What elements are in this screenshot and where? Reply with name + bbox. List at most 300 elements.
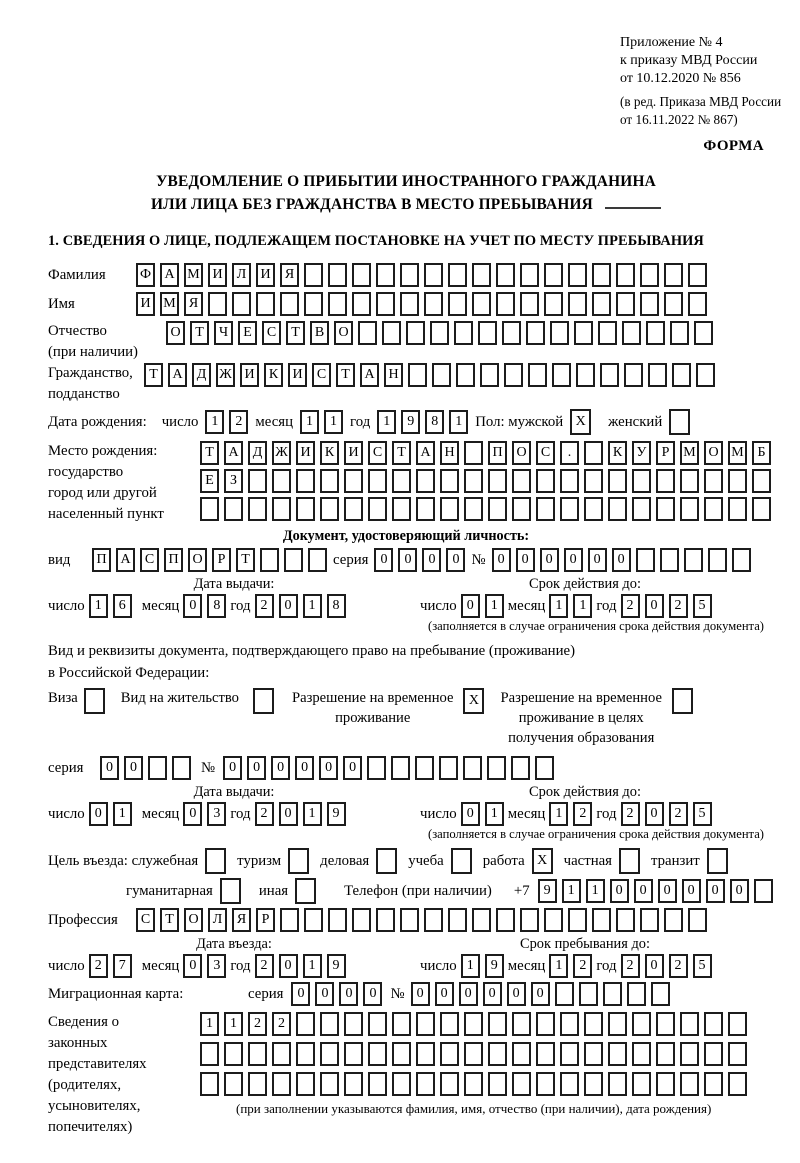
entry-year-cell[interactable]: 9 xyxy=(327,954,346,978)
surname-cell[interactable] xyxy=(520,263,539,287)
representative-cell[interactable] xyxy=(704,1072,723,1096)
residence-series-cell[interactable] xyxy=(172,756,191,780)
edu-residence-checkbox-cell[interactable] xyxy=(672,688,693,714)
residence-number-cell[interactable]: 0 xyxy=(247,756,266,780)
residence-valid-year-cell[interactable]: 2 xyxy=(621,802,640,826)
residence-valid-month-cell[interactable]: 1 xyxy=(549,802,568,826)
firstname-cell[interactable] xyxy=(400,292,419,316)
doc-issue-month-cell[interactable]: 8 xyxy=(207,594,226,618)
representative-cell[interactable] xyxy=(248,1042,267,1066)
birthplace-cell[interactable] xyxy=(584,469,603,493)
purpose-business-checkbox-cell[interactable] xyxy=(376,848,397,874)
residence-number-cell[interactable] xyxy=(487,756,506,780)
entry-day-cell[interactable]: 7 xyxy=(113,954,132,978)
patronymic-cell[interactable] xyxy=(478,321,497,345)
representative-cell[interactable] xyxy=(704,1012,723,1036)
patronymic-cell[interactable] xyxy=(694,321,713,345)
representative-cell[interactable] xyxy=(680,1012,699,1036)
citizenship-cell[interactable] xyxy=(432,363,451,387)
representative-cell[interactable] xyxy=(464,1072,483,1096)
citizenship-cell[interactable]: И xyxy=(288,363,307,387)
firstname-cell[interactable] xyxy=(376,292,395,316)
purpose-private-checkbox-cell[interactable] xyxy=(619,848,640,874)
phone-digit-cell[interactable]: 1 xyxy=(586,879,605,903)
surname-cell[interactable] xyxy=(640,263,659,287)
birthplace-cell[interactable] xyxy=(392,469,411,493)
representative-cell[interactable] xyxy=(512,1012,531,1036)
residence-valid-day-cell[interactable]: 1 xyxy=(485,802,504,826)
entry-year-cell[interactable]: 1 xyxy=(303,954,322,978)
birthplace-cell[interactable]: П xyxy=(488,441,507,465)
birthplace-cell[interactable] xyxy=(224,497,243,521)
residence-issue-year-cell[interactable]: 9 xyxy=(327,802,346,826)
citizenship-cell[interactable]: И xyxy=(240,363,259,387)
birthplace-cell[interactable] xyxy=(488,469,507,493)
representative-cell[interactable] xyxy=(656,1072,675,1096)
doc-number-cell[interactable] xyxy=(636,548,655,572)
citizenship-cell[interactable]: Ж xyxy=(216,363,235,387)
representative-cell[interactable]: 2 xyxy=(272,1012,291,1036)
firstname-cell[interactable] xyxy=(424,292,443,316)
surname-cell[interactable] xyxy=(376,263,395,287)
birthplace-cell[interactable] xyxy=(680,469,699,493)
patronymic-cell[interactable] xyxy=(550,321,569,345)
birthplace-cell[interactable] xyxy=(200,497,219,521)
birthplace-cell[interactable] xyxy=(344,469,363,493)
phone-digit-cell[interactable]: 0 xyxy=(730,879,749,903)
representative-cell[interactable] xyxy=(416,1012,435,1036)
stay-year-cell[interactable]: 5 xyxy=(693,954,712,978)
birthplace-cell[interactable] xyxy=(704,469,723,493)
representative-cell[interactable] xyxy=(248,1072,267,1096)
representative-cell[interactable] xyxy=(320,1072,339,1096)
doc-kind-cell[interactable]: Р xyxy=(212,548,231,572)
purpose-official-checkbox-cell[interactable] xyxy=(205,848,226,874)
patronymic-cell[interactable] xyxy=(406,321,425,345)
birthplace-cell[interactable] xyxy=(608,469,627,493)
birthplace-cell[interactable]: З xyxy=(224,469,243,493)
migration-number-cell[interactable]: 0 xyxy=(507,982,526,1006)
doc-valid-day-cell[interactable]: 1 xyxy=(485,594,504,618)
birth-year-cell[interactable]: 8 xyxy=(425,410,444,434)
migration-number-cell[interactable] xyxy=(627,982,646,1006)
citizenship-cell[interactable] xyxy=(408,363,427,387)
representative-cell[interactable] xyxy=(536,1012,555,1036)
entry-day-cell[interactable]: 2 xyxy=(89,954,108,978)
representative-cell[interactable] xyxy=(656,1042,675,1066)
representative-cell[interactable]: 1 xyxy=(224,1012,243,1036)
citizenship-cell[interactable]: А xyxy=(360,363,379,387)
residence-issue-day-cell[interactable]: 1 xyxy=(113,802,132,826)
birthplace-cell[interactable]: М xyxy=(680,441,699,465)
birthplace-cell[interactable]: Р xyxy=(656,441,675,465)
citizenship-cell[interactable] xyxy=(696,363,715,387)
birthplace-cell[interactable] xyxy=(632,469,651,493)
representative-cell[interactable] xyxy=(200,1072,219,1096)
phone-digit-cell[interactable]: 1 xyxy=(562,879,581,903)
birthplace-cell[interactable] xyxy=(752,469,771,493)
doc-number-cell[interactable] xyxy=(708,548,727,572)
doc-valid-month-cell[interactable]: 1 xyxy=(573,594,592,618)
birthplace-cell[interactable] xyxy=(488,497,507,521)
profession-cell[interactable]: Т xyxy=(160,908,179,932)
surname-cell[interactable]: Я xyxy=(280,263,299,287)
profession-cell[interactable] xyxy=(280,908,299,932)
purpose-study-checkbox-cell[interactable] xyxy=(451,848,472,874)
patronymic-cell[interactable] xyxy=(526,321,545,345)
birthplace-cell[interactable] xyxy=(512,469,531,493)
profession-cell[interactable]: Л xyxy=(208,908,227,932)
profession-cell[interactable] xyxy=(472,908,491,932)
representative-cell[interactable] xyxy=(728,1072,747,1096)
residence-number-cell[interactable] xyxy=(415,756,434,780)
entry-year-cell[interactable]: 0 xyxy=(279,954,298,978)
birthplace-cell[interactable] xyxy=(272,469,291,493)
representative-cell[interactable] xyxy=(392,1072,411,1096)
residence-valid-year-cell[interactable]: 2 xyxy=(669,802,688,826)
residence-number-cell[interactable]: 0 xyxy=(223,756,242,780)
representative-cell[interactable] xyxy=(464,1012,483,1036)
birthplace-cell[interactable] xyxy=(536,497,555,521)
patronymic-cell[interactable]: О xyxy=(334,321,353,345)
migration-number-cell[interactable] xyxy=(579,982,598,1006)
birthplace-cell[interactable]: С xyxy=(536,441,555,465)
doc-kind-cell[interactable]: П xyxy=(164,548,183,572)
patronymic-cell[interactable]: О xyxy=(166,321,185,345)
birth-month-cell[interactable]: 1 xyxy=(324,410,343,434)
birthplace-cell[interactable] xyxy=(440,469,459,493)
surname-cell[interactable] xyxy=(568,263,587,287)
residence-number-cell[interactable] xyxy=(367,756,386,780)
phone-digit-cell[interactable]: 9 xyxy=(538,879,557,903)
representative-cell[interactable] xyxy=(608,1042,627,1066)
representative-cell[interactable] xyxy=(488,1012,507,1036)
citizenship-cell[interactable] xyxy=(624,363,643,387)
representative-cell[interactable] xyxy=(680,1042,699,1066)
birthplace-cell[interactable] xyxy=(752,497,771,521)
doc-number-cell[interactable]: 0 xyxy=(588,548,607,572)
profession-cell[interactable]: О xyxy=(184,908,203,932)
citizenship-cell[interactable]: А xyxy=(168,363,187,387)
birth-year-cell[interactable]: 9 xyxy=(401,410,420,434)
stay-day-cell[interactable]: 1 xyxy=(461,954,480,978)
doc-kind-cell[interactable]: А xyxy=(116,548,135,572)
surname-cell[interactable]: И xyxy=(208,263,227,287)
doc-valid-year-cell[interactable]: 2 xyxy=(621,594,640,618)
doc-kind-cell[interactable]: С xyxy=(140,548,159,572)
birthplace-cell[interactable]: А xyxy=(416,441,435,465)
citizenship-cell[interactable] xyxy=(600,363,619,387)
firstname-cell[interactable] xyxy=(232,292,251,316)
representative-cell[interactable] xyxy=(440,1072,459,1096)
birthplace-cell[interactable] xyxy=(368,469,387,493)
birth-year-cell[interactable]: 1 xyxy=(377,410,396,434)
birthplace-cell[interactable] xyxy=(320,469,339,493)
firstname-cell[interactable] xyxy=(304,292,323,316)
birthplace-cell[interactable] xyxy=(728,497,747,521)
patronymic-cell[interactable] xyxy=(670,321,689,345)
profession-cell[interactable] xyxy=(616,908,635,932)
birthplace-cell[interactable]: С xyxy=(368,441,387,465)
birthplace-cell[interactable]: И xyxy=(296,441,315,465)
birthplace-cell[interactable]: Т xyxy=(200,441,219,465)
representative-cell[interactable] xyxy=(608,1012,627,1036)
representative-cell[interactable] xyxy=(296,1072,315,1096)
citizenship-cell[interactable]: Д xyxy=(192,363,211,387)
profession-cell[interactable]: Р xyxy=(256,908,275,932)
surname-cell[interactable] xyxy=(352,263,371,287)
representative-cell[interactable] xyxy=(512,1042,531,1066)
citizenship-cell[interactable] xyxy=(480,363,499,387)
birthplace-cell[interactable] xyxy=(632,497,651,521)
phone-digit-cell[interactable] xyxy=(754,879,773,903)
representative-cell[interactable] xyxy=(392,1042,411,1066)
representative-cell[interactable] xyxy=(440,1012,459,1036)
profession-cell[interactable] xyxy=(424,908,443,932)
profession-cell[interactable] xyxy=(568,908,587,932)
doc-issue-day-cell[interactable]: 6 xyxy=(113,594,132,618)
stay-year-cell[interactable]: 2 xyxy=(621,954,640,978)
firstname-cell[interactable] xyxy=(352,292,371,316)
surname-cell[interactable] xyxy=(496,263,515,287)
doc-series-cell[interactable]: 0 xyxy=(374,548,393,572)
firstname-cell[interactable] xyxy=(688,292,707,316)
representative-cell[interactable] xyxy=(368,1072,387,1096)
representative-cell[interactable] xyxy=(584,1042,603,1066)
representative-cell[interactable] xyxy=(344,1042,363,1066)
birth-year-cell[interactable]: 1 xyxy=(449,410,468,434)
birthplace-cell[interactable]: Е xyxy=(200,469,219,493)
representative-cell[interactable] xyxy=(632,1042,651,1066)
patronymic-cell[interactable] xyxy=(646,321,665,345)
birth-day-cell[interactable]: 2 xyxy=(229,410,248,434)
residence-issue-year-cell[interactable]: 2 xyxy=(255,802,274,826)
representative-cell[interactable] xyxy=(344,1012,363,1036)
doc-kind-cell[interactable] xyxy=(284,548,303,572)
profession-cell[interactable] xyxy=(400,908,419,932)
residence-number-cell[interactable] xyxy=(391,756,410,780)
representative-cell[interactable] xyxy=(728,1012,747,1036)
birthplace-cell[interactable] xyxy=(320,497,339,521)
representative-cell[interactable] xyxy=(608,1072,627,1096)
stay-year-cell[interactable]: 0 xyxy=(645,954,664,978)
doc-valid-year-cell[interactable]: 2 xyxy=(669,594,688,618)
representative-cell[interactable] xyxy=(368,1042,387,1066)
birthplace-cell[interactable] xyxy=(464,497,483,521)
patronymic-cell[interactable] xyxy=(454,321,473,345)
profession-cell[interactable]: С xyxy=(136,908,155,932)
surname-cell[interactable]: И xyxy=(256,263,275,287)
birthplace-cell[interactable]: А xyxy=(224,441,243,465)
profession-cell[interactable] xyxy=(496,908,515,932)
birthplace-cell[interactable] xyxy=(584,497,603,521)
stay-day-cell[interactable]: 9 xyxy=(485,954,504,978)
representative-cell[interactable] xyxy=(224,1042,243,1066)
citizenship-cell[interactable] xyxy=(504,363,523,387)
representative-cell[interactable] xyxy=(344,1072,363,1096)
doc-issue-year-cell[interactable]: 1 xyxy=(303,594,322,618)
birthplace-cell[interactable]: И xyxy=(344,441,363,465)
doc-valid-day-cell[interactable]: 0 xyxy=(461,594,480,618)
migration-number-cell[interactable]: 0 xyxy=(411,982,430,1006)
representative-cell[interactable] xyxy=(704,1042,723,1066)
surname-cell[interactable] xyxy=(472,263,491,287)
doc-issue-year-cell[interactable]: 2 xyxy=(255,594,274,618)
citizenship-cell[interactable] xyxy=(456,363,475,387)
citizenship-cell[interactable]: Н xyxy=(384,363,403,387)
phone-digit-cell[interactable]: 0 xyxy=(634,879,653,903)
birthplace-cell[interactable] xyxy=(608,497,627,521)
firstname-cell[interactable]: Я xyxy=(184,292,203,316)
entry-year-cell[interactable]: 2 xyxy=(255,954,274,978)
patronymic-cell[interactable]: С xyxy=(262,321,281,345)
birthplace-cell[interactable] xyxy=(296,497,315,521)
residence-issue-year-cell[interactable]: 1 xyxy=(303,802,322,826)
birthplace-cell[interactable]: Б xyxy=(752,441,771,465)
representative-cell[interactable] xyxy=(272,1072,291,1096)
birthplace-cell[interactable]: Н xyxy=(440,441,459,465)
residence-issue-month-cell[interactable]: 0 xyxy=(183,802,202,826)
residence-number-cell[interactable] xyxy=(439,756,458,780)
citizenship-cell[interactable] xyxy=(528,363,547,387)
doc-series-cell[interactable]: 0 xyxy=(422,548,441,572)
representative-cell[interactable] xyxy=(272,1042,291,1066)
profession-cell[interactable] xyxy=(448,908,467,932)
patronymic-cell[interactable] xyxy=(430,321,449,345)
doc-number-cell[interactable]: 0 xyxy=(564,548,583,572)
representative-cell[interactable] xyxy=(200,1042,219,1066)
doc-kind-cell[interactable]: О xyxy=(188,548,207,572)
representative-cell[interactable] xyxy=(296,1012,315,1036)
birthplace-cell[interactable] xyxy=(680,497,699,521)
representative-cell[interactable] xyxy=(560,1012,579,1036)
birthplace-cell[interactable] xyxy=(536,469,555,493)
patronymic-cell[interactable] xyxy=(598,321,617,345)
stay-year-cell[interactable]: 2 xyxy=(669,954,688,978)
residence-number-cell[interactable] xyxy=(511,756,530,780)
surname-cell[interactable]: А xyxy=(160,263,179,287)
entry-month-cell[interactable]: 0 xyxy=(183,954,202,978)
doc-kind-cell[interactable] xyxy=(308,548,327,572)
doc-number-cell[interactable]: 0 xyxy=(612,548,631,572)
firstname-cell[interactable] xyxy=(568,292,587,316)
birthplace-cell[interactable] xyxy=(584,441,603,465)
birthplace-cell[interactable]: К xyxy=(608,441,627,465)
residence-number-cell[interactable] xyxy=(535,756,554,780)
firstname-cell[interactable] xyxy=(448,292,467,316)
birthplace-cell[interactable] xyxy=(560,497,579,521)
patronymic-cell[interactable] xyxy=(502,321,521,345)
doc-issue-year-cell[interactable]: 8 xyxy=(327,594,346,618)
residence-series-cell[interactable]: 0 xyxy=(124,756,143,780)
phone-digit-cell[interactable]: 0 xyxy=(658,879,677,903)
residence-issue-year-cell[interactable]: 0 xyxy=(279,802,298,826)
patronymic-cell[interactable] xyxy=(622,321,641,345)
doc-kind-cell[interactable]: Т xyxy=(236,548,255,572)
representative-cell[interactable] xyxy=(320,1012,339,1036)
patronymic-cell[interactable]: Е xyxy=(238,321,257,345)
profession-cell[interactable] xyxy=(544,908,563,932)
migration-number-cell[interactable] xyxy=(603,982,622,1006)
phone-digit-cell[interactable]: 0 xyxy=(610,879,629,903)
citizenship-cell[interactable] xyxy=(552,363,571,387)
birth-month-cell[interactable]: 1 xyxy=(300,410,319,434)
profession-cell[interactable] xyxy=(520,908,539,932)
sex-male-checkbox-cell[interactable]: X xyxy=(570,409,591,435)
profession-cell[interactable]: Я xyxy=(232,908,251,932)
birthplace-cell[interactable]: Ж xyxy=(272,441,291,465)
surname-cell[interactable] xyxy=(424,263,443,287)
patronymic-cell[interactable]: В xyxy=(310,321,329,345)
birthplace-cell[interactable]: Д xyxy=(248,441,267,465)
surname-cell[interactable] xyxy=(400,263,419,287)
birthplace-cell[interactable] xyxy=(464,441,483,465)
profession-cell[interactable] xyxy=(304,908,323,932)
firstname-cell[interactable] xyxy=(616,292,635,316)
residence-permit-checkbox-cell[interactable] xyxy=(253,688,274,714)
migration-number-cell[interactable] xyxy=(555,982,574,1006)
purpose-work-checkbox-cell[interactable]: X xyxy=(532,848,553,874)
patronymic-cell[interactable] xyxy=(574,321,593,345)
birthplace-cell[interactable] xyxy=(464,469,483,493)
profession-cell[interactable] xyxy=(688,908,707,932)
representative-cell[interactable] xyxy=(464,1042,483,1066)
doc-kind-cell[interactable] xyxy=(260,548,279,572)
birthplace-cell[interactable] xyxy=(248,497,267,521)
surname-cell[interactable] xyxy=(304,263,323,287)
profession-cell[interactable] xyxy=(640,908,659,932)
firstname-cell[interactable] xyxy=(664,292,683,316)
migration-series-cell[interactable]: 0 xyxy=(363,982,382,1006)
citizenship-cell[interactable] xyxy=(576,363,595,387)
representative-cell[interactable] xyxy=(416,1042,435,1066)
residence-number-cell[interactable]: 0 xyxy=(319,756,338,780)
residence-series-cell[interactable]: 0 xyxy=(100,756,119,780)
doc-number-cell[interactable]: 0 xyxy=(492,548,511,572)
surname-cell[interactable] xyxy=(448,263,467,287)
phone-digit-cell[interactable]: 0 xyxy=(706,879,725,903)
migration-series-cell[interactable]: 0 xyxy=(315,982,334,1006)
surname-cell[interactable] xyxy=(616,263,635,287)
representative-cell[interactable] xyxy=(584,1012,603,1036)
surname-cell[interactable]: Ф xyxy=(136,263,155,287)
citizenship-cell[interactable]: Т xyxy=(144,363,163,387)
birthplace-cell[interactable] xyxy=(440,497,459,521)
doc-valid-year-cell[interactable]: 0 xyxy=(645,594,664,618)
profession-cell[interactable] xyxy=(664,908,683,932)
migration-number-cell[interactable]: 0 xyxy=(483,982,502,1006)
representative-cell[interactable]: 2 xyxy=(248,1012,267,1036)
profession-cell[interactable] xyxy=(328,908,347,932)
profession-cell[interactable] xyxy=(352,908,371,932)
sex-female-checkbox-cell[interactable] xyxy=(669,409,690,435)
doc-valid-month-cell[interactable]: 1 xyxy=(549,594,568,618)
birth-day-cell[interactable]: 1 xyxy=(205,410,224,434)
doc-kind-cell[interactable]: П xyxy=(92,548,111,572)
surname-cell[interactable] xyxy=(664,263,683,287)
firstname-cell[interactable] xyxy=(208,292,227,316)
citizenship-cell[interactable]: К xyxy=(264,363,283,387)
migration-series-cell[interactable]: 0 xyxy=(291,982,310,1006)
birthplace-cell[interactable] xyxy=(344,497,363,521)
patronymic-cell[interactable] xyxy=(358,321,377,345)
birthplace-cell[interactable] xyxy=(728,469,747,493)
representative-cell[interactable] xyxy=(296,1042,315,1066)
birthplace-cell[interactable] xyxy=(656,497,675,521)
residence-series-cell[interactable] xyxy=(148,756,167,780)
surname-cell[interactable] xyxy=(592,263,611,287)
firstname-cell[interactable] xyxy=(472,292,491,316)
